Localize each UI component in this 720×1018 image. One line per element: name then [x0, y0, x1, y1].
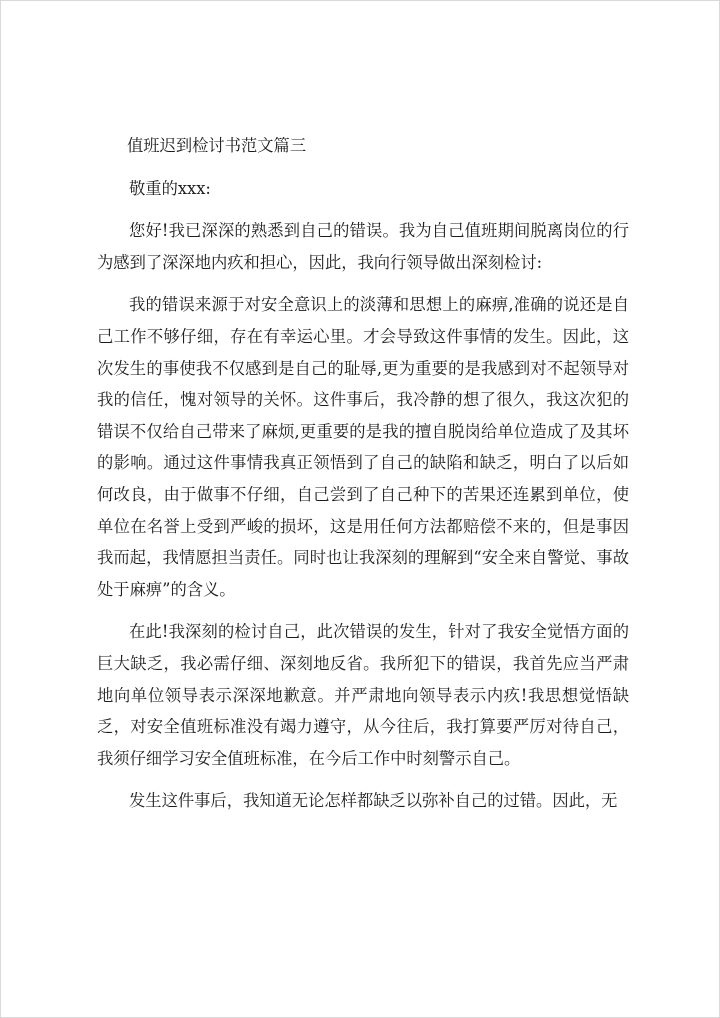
document-body — [97, 130, 629, 817]
paragraph-error-source: 我的错误来源于对安全意识上的淡薄和思想上的麻痹,准确的说还是自己工作不够仔细，存在有幸运心里。才会导致这件事情的发生。因此，这次发生的事使我不仅感到是自己的耻辱,更为重要的是我感到对不起领导对我的信任，愧对领导的关怀。这件事后，我冷静的想了很久，我这次犯的错误不仅给自己带来了麻烦,更重要的是我的擅自脱岗给单位造成了及其坏的影响。通过这件事情我真正领悟到了自己的缺陷和缺乏，明白了以后如何改良，由于做事不仔细，自己尝到了自己种下的苦果还连累到单位，使单位在名誉上受到严峻的损坏，这是用任何方法都赔偿不来的，但是事因我而起，我情愿担当责任。同时也让我深刻的理解到“安全来自警觉、事故处于麻痹”的含义。 — [97, 295, 629, 599]
paragraph-self-review: 在此!我深刻的检讨自己，此次错误的发生，针对了我安全觉悟方面的巨大缺乏，我必需仔细、深刻地反省。我所犯下的错误，我首先应当严肃地向单位领导表示深深地歉意。并严肃地向领导表示内疚!我思想觉悟缺乏，对安全值班标准没有竭力遵守，从今往后，我打算要严厉对待自己，我须仔细学习安全值班标准，在今后工作中时刻警示自己。 — [97, 622, 629, 768]
paragraph-greeting: 您好!我已深深的熟悉到自己的错误。我为自己值班期间脱离岗位的行为感到了深深地内疚和担心，因此，我向行领导做出深刻检讨: — [97, 221, 629, 272]
paragraph-aftermath: 发生这件事后，我知道无论怎样都缺乏以弥补自己的过错。因此，无 — [129, 791, 618, 811]
salutation: 敬重的xxx: — [129, 178, 211, 198]
document-title: 值班迟到检讨书范文篇三 — [127, 136, 307, 155]
